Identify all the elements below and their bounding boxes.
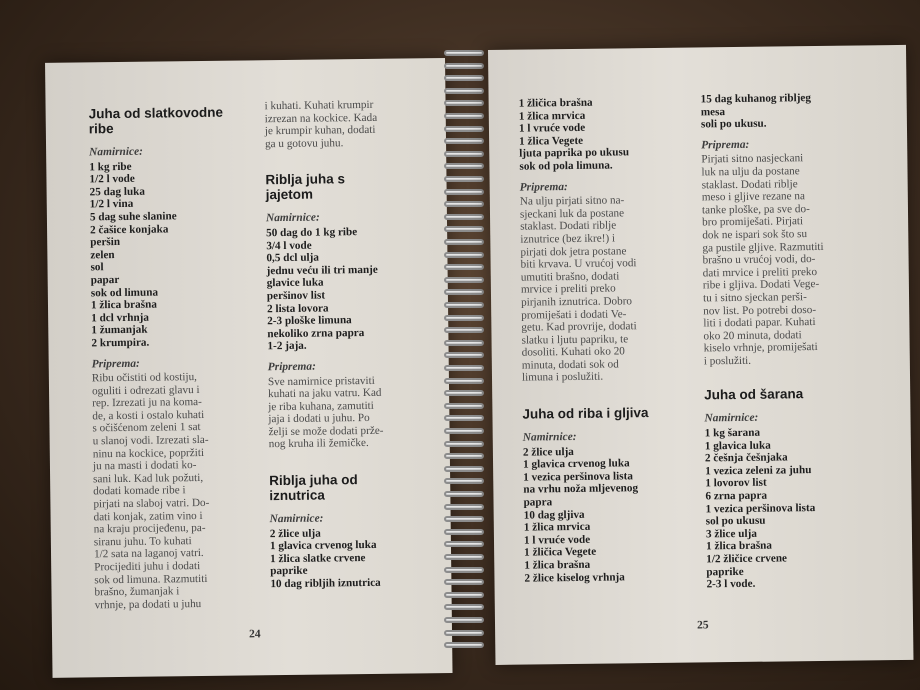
text-line: tu i sitno sjeckan perši- (702, 291, 807, 305)
text-line: 2-3 ploške limuna (267, 314, 352, 328)
spiral-ring (444, 189, 484, 195)
text-line: limuna i poslužiti. (521, 371, 604, 385)
spiral-ring (444, 478, 484, 484)
text-line: brašno u vrućoj vodi, do- (702, 253, 816, 267)
text-line: ga u gotovu juhu. (264, 137, 344, 150)
ingredients-label: Namirnice: (265, 211, 320, 225)
spiral-ring (444, 617, 484, 623)
text-line: 2 lista lovora (266, 301, 329, 315)
spiral-ring (444, 289, 484, 295)
page-number: 24 (248, 628, 261, 641)
text-line: 1 žlica brašna (90, 298, 157, 312)
text-line: 1 žlica Vegete (519, 134, 584, 148)
text-line: papra (523, 496, 553, 509)
text-line: 1 vezica peršinova lista (523, 470, 633, 484)
text-line: u slanoj vodi. Izrezati sla- (92, 433, 209, 448)
text-line: rep. Izrezati ju na koma- (92, 396, 202, 410)
text-line: dosoliti. Kuhati oko 20 (521, 345, 625, 359)
text-line: 2 češnja češnjaka (704, 451, 788, 465)
text-line: nekoliko zrna papra (267, 326, 365, 340)
right-col1 (519, 96, 685, 585)
text-line: je krumpir kuhan, dodati (264, 124, 376, 138)
text-line: 0,5 dcl ulja (266, 251, 320, 265)
text-line: kuhati na jaku vatru. Kad (268, 386, 382, 401)
spiral-ring (444, 592, 484, 598)
text-line: 2-3 l vode. (706, 577, 756, 591)
spiral-ring (444, 214, 484, 220)
spiral-ring (444, 239, 484, 245)
spiral-ring (444, 428, 484, 434)
spiral-ring (444, 75, 484, 81)
text-line: glavice luka (266, 276, 324, 290)
spiral-ring (444, 529, 484, 535)
spiral-ring (444, 327, 484, 333)
text-line: 2 čašice konjaka (90, 222, 169, 236)
text-line: 1 glavica luka (704, 439, 771, 453)
text-line: oguliti i odrezati glavu i (91, 383, 200, 398)
spiral-ring (444, 50, 484, 56)
preparation-label: Priprema: (267, 360, 316, 374)
text-line: ninu na kockice, popržiti (92, 446, 205, 460)
spiral-ring (444, 113, 484, 119)
ingredient-list (705, 425, 875, 591)
text-line: 1 l vruće vode (523, 533, 591, 547)
ingredient-list (523, 444, 685, 584)
text-line: meso i gljive rezane na (701, 190, 806, 204)
text-line: 1 vezica zeleni za juhu (705, 463, 812, 478)
spiral-ring (444, 516, 484, 522)
text-line: 1 vezica peršinova lista (705, 501, 816, 516)
spiral-ring (444, 604, 484, 610)
text-line: umutiti brašno, dodati (520, 270, 620, 284)
text-line: 5 dag suhe slanine (89, 210, 177, 224)
text-line: minuta, dodati sok od (521, 358, 619, 372)
right-col2 (701, 91, 875, 591)
spiral-ring (444, 642, 484, 648)
spiral-ring (444, 340, 484, 346)
spiral-ring (444, 352, 484, 358)
text-line: kiselo vrhnje, promiješati (703, 341, 818, 355)
right-page (488, 45, 913, 665)
preparation-label: Priprema: (519, 180, 568, 194)
preparation-text (92, 371, 253, 612)
spiral-ring (444, 504, 484, 510)
preparation-text (268, 374, 434, 452)
spiral-ring (444, 88, 484, 94)
text-line: 1 žličica Vegete (524, 546, 597, 560)
text-line: 1 žlica brašna (524, 558, 591, 572)
text-line: 1 l vruće vode (518, 122, 586, 135)
spiral-ring (444, 390, 484, 396)
text-line: biti krvava. U vrućoj vodi (520, 257, 637, 271)
text-line: de, a kosti i ostalo kuhati (92, 408, 205, 423)
spiral-ring (444, 100, 484, 106)
spiral-ring (444, 163, 484, 169)
text-line: 6 zrna papra (705, 489, 768, 503)
text-line: nog kruha ili žemičke. (268, 437, 369, 451)
text-line: 1/2 žličice crvene (706, 552, 788, 566)
text-line: 10 dag ribljih iznutrica (270, 576, 381, 591)
text-line: pirjanih iznutrica. Dobro (521, 295, 633, 309)
page-number: 25 (696, 619, 709, 632)
text-line: ljuta paprika po ukusu (519, 146, 630, 161)
text-line: dodati komade ribe i (93, 484, 186, 498)
ingredient-list (89, 159, 249, 350)
text-line: želji se može dodati prže- (268, 424, 384, 439)
preparation-label: Priprema: (91, 357, 140, 370)
recipe-title: Juha od šarana (704, 386, 804, 403)
text-line: s očišćenom zeleni 1 sat (92, 421, 201, 435)
ingredients-label: Namirnice: (704, 412, 759, 425)
text-line: 15 dag kuhanog ribljeg (700, 92, 812, 106)
spiral-ring (444, 264, 484, 270)
text-line: je riba kuhana, zamutiti (268, 399, 374, 413)
spiral-ring (444, 441, 484, 447)
text-line: dok ne ispari sok što su (702, 228, 808, 242)
spiral-binding (436, 44, 492, 674)
text-line: i poslužiti. (703, 354, 752, 368)
spiral-ring (444, 252, 484, 258)
spiral-ring (444, 138, 484, 144)
spiral-ring (444, 176, 484, 182)
text-line: 3 žlice ulja (705, 527, 757, 541)
text-line: 2 žlice ulja (269, 527, 321, 540)
spiral-ring (444, 365, 484, 371)
text-line: 1 žličica brašna (518, 96, 593, 110)
text-line: Sve namirnice pristaviti (267, 374, 375, 388)
text-line: mesa (700, 105, 726, 118)
spiral-ring (444, 491, 484, 497)
text-line: jaja i dodati u juhu. Po (268, 412, 370, 426)
text-line: 1 glavica crvenog luka (269, 539, 377, 553)
text-line: sol po ukusu (705, 514, 766, 528)
text-line: paprike (270, 565, 308, 578)
text-line: 1 žlica brašna (706, 539, 773, 553)
spiral-ring (444, 201, 484, 207)
left-col1 (89, 104, 253, 611)
text-line: bro promiješati. Pirjati (702, 215, 804, 229)
text-line: pirjati dok jetra postane (520, 244, 627, 259)
text-line: staklast. Dodati riblje (520, 219, 617, 233)
text-line: vrhnje, pa dodati u juhu (94, 597, 202, 612)
spiral-ring (444, 302, 484, 308)
text-line: 1 žlica slatke crvene (270, 551, 366, 566)
spiral-ring (444, 126, 484, 132)
text-line: paprike (706, 565, 744, 578)
text-line: slatku i ljutu papriku, te (521, 332, 629, 347)
text-line: tanke ploške, pa sve do- (701, 202, 810, 217)
text-line: 1 žlica mrvica (523, 521, 591, 534)
preparation-text (520, 194, 682, 385)
text-line: 1 dcl vrhnja (91, 311, 150, 325)
text-line: sok od limuna (90, 286, 159, 299)
ingredient-list (266, 225, 433, 353)
text-line: dati konjak, zatim vino i (93, 509, 203, 523)
spiral-ring (444, 151, 484, 157)
text-line: Ribu očistiti od kostiju, (91, 371, 198, 385)
text-line: 50 dag do 1 kg ribe (266, 226, 358, 240)
text-line: jednu veću ili tri manje (266, 263, 378, 277)
spiral-ring (444, 315, 484, 321)
spiral-ring (444, 226, 484, 232)
text-line: nov list. Po potrebi doso- (703, 303, 817, 317)
text-line: 10 dag gljiva (523, 508, 585, 522)
text-line: staklast. Dodati riblje (701, 177, 798, 191)
text-line: 1 glavica crvenog luka (522, 457, 630, 471)
text-line: ga pustile gljive. Razmutiti (702, 240, 824, 254)
left-col2 (265, 98, 436, 591)
text-line: sol (90, 261, 104, 274)
text-line: brašno, žumanjak i (94, 585, 180, 599)
spiral-ring (444, 541, 484, 547)
spiral-ring (444, 579, 484, 585)
text-line: papar (90, 273, 120, 287)
text-line: na kraju procijeđenu, pa- (93, 522, 206, 536)
text-line: mrvice i preliti preko (520, 282, 616, 296)
spiral-ring (444, 466, 484, 472)
text-line: sok od pola limuna. (519, 159, 613, 173)
text-line: 1/2 l vode (89, 172, 135, 186)
text-line: pirjati na slaboj vatri. Do- (93, 496, 210, 511)
text-line: 1 lovorov list (705, 477, 767, 490)
spiral-ring (444, 415, 484, 421)
text-line: dati mrvice i preliti preko (702, 265, 818, 280)
text-line: 1 kg šarana (704, 426, 761, 440)
text-line: 2 žlice ulja (522, 445, 574, 459)
text-line: na vrhu noža mljevenog (523, 482, 639, 497)
text-line: 1 žumanjak (91, 323, 148, 337)
text-line: 2 žlice kiselog vrhnja (524, 570, 625, 585)
text-line: siranu juhu. To kuhati (93, 534, 192, 549)
text-line: izrezan na kockice. Kada (264, 111, 378, 125)
text-line: zelen (90, 248, 115, 262)
text-line: luk na ulju da postane (701, 165, 800, 179)
text-line: iznutrice (bez ikre!) i (520, 232, 616, 246)
text-line: sani luk. Kad luk požuti, (93, 471, 204, 486)
spiral-ring (444, 630, 484, 636)
left-page (45, 58, 452, 678)
text-line: sok od limuna. Razmutiti (94, 572, 208, 586)
text-line: 25 dag luka (89, 185, 146, 199)
text-line: Procijediti juhu i dodati (94, 560, 201, 574)
text-line: peršinov list (266, 289, 326, 303)
text-line: oko 20 minuta, dodati (703, 328, 802, 343)
recipe-title: Juha od riba i gljiva (522, 405, 649, 422)
text-line: peršin (90, 236, 121, 249)
text-line: soli po ukusu. (700, 117, 767, 131)
text-line: ribe i gljiva. Dodati Vege- (702, 278, 820, 292)
ingredient-list (701, 91, 869, 131)
spiral-ring (444, 378, 484, 384)
text-line: 1 žlica mrvica (518, 109, 586, 123)
text-line: liti i dodati papar. Kuhati (703, 316, 816, 330)
text-line: 2 krumpira. (91, 336, 150, 350)
spiral-ring (444, 63, 484, 69)
text-line: 1/2 l vina (89, 198, 134, 211)
spiral-ring (444, 567, 484, 573)
ingredient-list (270, 526, 436, 591)
text-line: promiješati i dodati Ve- (521, 307, 627, 322)
text-line: 3/4 l vode (266, 239, 312, 252)
text-line: 1-2 jaja. (267, 340, 307, 353)
ingredients-label: Namirnice: (89, 145, 143, 159)
text-line: Na ulju pirjati sitno na- (519, 194, 625, 208)
spiral-ring (444, 453, 484, 459)
spiral-ring (444, 277, 484, 283)
ingredients-label: Namirnice: (522, 431, 577, 444)
ingredients-label: Namirnice: (269, 512, 324, 526)
recipe-title: Riblja juha s jajetom (265, 171, 346, 203)
text-line: ju na masti i dodati ko- (92, 459, 197, 473)
spiral-ring (444, 554, 484, 560)
text-line: 1/2 sata na laganoj vatri. (93, 547, 204, 561)
text-line: Pirjati sitno nasjeckani (701, 152, 804, 166)
ingredient-list (519, 96, 680, 174)
spiral-ring (444, 403, 484, 409)
recipe-title: Riblja juha od iznutrica (269, 472, 358, 504)
preparation-text (701, 152, 872, 368)
text-line: 1 kg ribe (89, 160, 132, 173)
text-line: i kuhati. Kuhati krumpir (264, 98, 374, 113)
continuation-text (265, 98, 431, 150)
recipe-title: Juha od slatkovodne ribe (88, 104, 224, 137)
text-line: getu. Kad provrije, dodati (521, 320, 637, 334)
preparation-label: Priprema: (701, 138, 750, 152)
text-line: sjeckani luk da postane (519, 207, 625, 221)
